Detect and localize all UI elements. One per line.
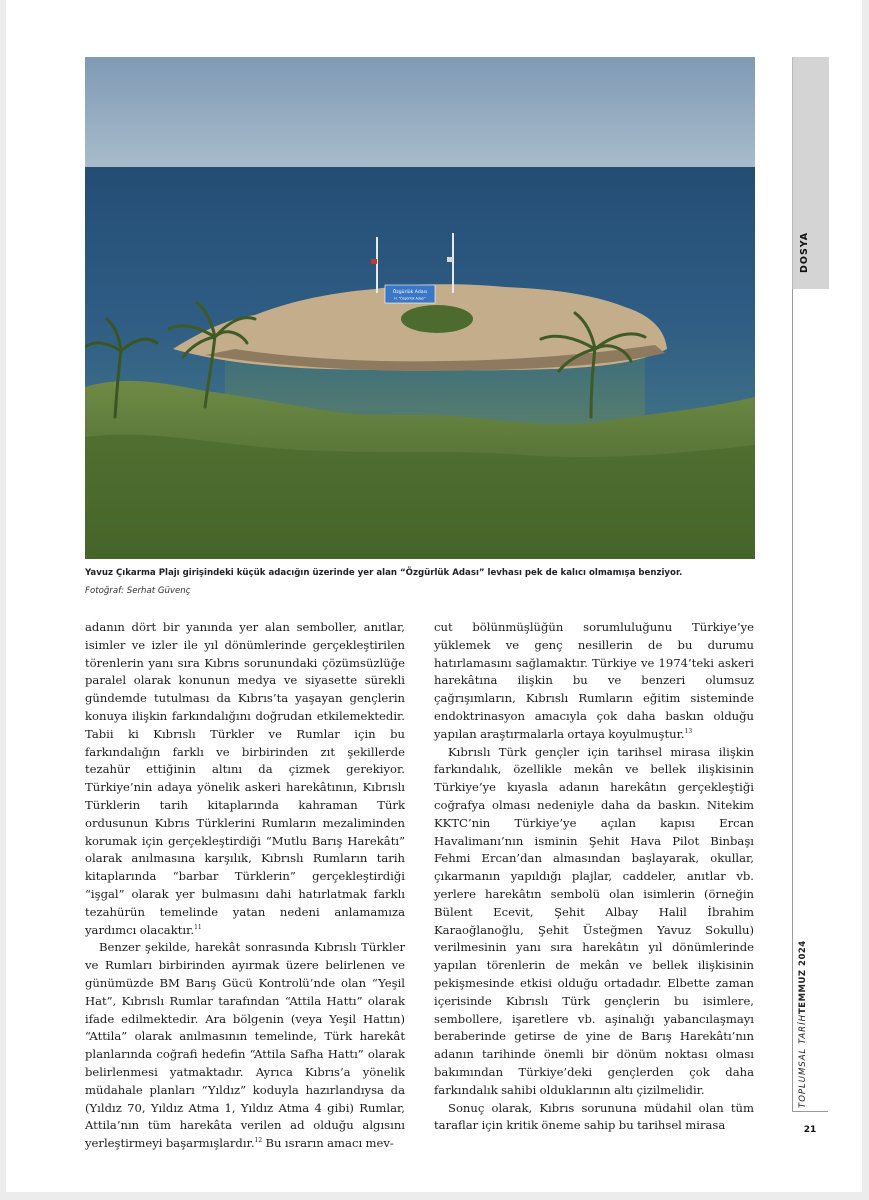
flag-right: [447, 257, 453, 262]
footnote-ref[interactable]: 13: [684, 727, 693, 735]
body-paragraph: Benzer şekilde, harekât sonrasında Kıbrıslı Türkler ve Rumları birbirinden ayırmak üzere belirlenen ve günümüzde BM Barış Gücü Kontrolü’nde olan “Yeşil Hat”, Kıbrıslı Rumlar tarafından “Attila Hattı” olarak ifade edilmektedir. Ara bölgenin (veya Yeşil Hattın) “Attila” olarak anılmasının temelinde, Türk harekât planlarında coğrafi hedefin “Attila Safha Hattı” olarak belirlenmesi yatmaktadır. Ayrıca Kıbrıs’a yönelik müdahale planları “Yıldız” koduyla hazırlandıysa da (Yıldız 70, Yıldız Atma 1, Yıldız Atma 4 gibi) Rumlar, Attila’nın tüm harekâta verilen ad olduğu algısını yerleştirmeyi başarmışlardır.$^{12}$ Bu ısrarın amacı mev-: [85, 940, 405, 1151]
body-paragraph: adanın dört bir yanında yer alan semboller, anıtlar, isimler ve izler ile yıl dönümlerinde gerçekleştirilen törenlerin yanı sıra Kıbrıs sorunundaki çözümsüzlüğe paralel olarak konunun medya ve siyasette sürekli gündemde tutulması da Kıbrıs’ta yaşayan gençlerin konuya ilişkin farkındalığını doğrudan etkilemektedir. Tabii ki Kıbrıslı Türkler ve Rumlar için bu farkındalığın farklı ve birbirinden zıt şekillerde tezahür ettiğinin altını da çizmek gerekiyor. Türkiye’nin adaya yönelik askeri harekâtının, Kıbrıslı Türklerin tarih kitaplarında kahraman Türk ordusunun Kıbrıs Türklerini Rumların mezaliminden korumak için gerçekleştirdiği “Mutlu Barış Harekâtı” olarak anılmasına karşılık, Kıbrıslı Rumların tarih kitaplarında “barbar Türklerin” gerçekleştirdiği “işgal” olarak yer bulmasını dahi hatırlatmak farklı tezahürün temelinde yatan nedeni anlamamıza yardımcı olacaktır.$^{11}$: [85, 620, 405, 937]
sign-subtitle: H. “Özgürlük Adası”: [394, 296, 426, 301]
page-number: 21: [803, 1125, 817, 1135]
body-paragraph: Sonuç olarak, Kıbrıs sorununa müdahil olan tüm taraflar için kritik öneme sahip bu tarihsel mirasa: [434, 1100, 754, 1133]
section-label: DOSYA: [799, 231, 810, 273]
sky: [85, 57, 755, 169]
footer-rule: [792, 1111, 828, 1112]
sidebar-rule: [792, 289, 793, 1112]
body-paragraph: Kıbrıslı Türk gençler için tarihsel mirasa ilişkin farkındalık, özellikle mekân ve bellek ilişkisinin Türkiye’ye kıyasla adanın harekâtın gerçekleştiği coğrafya olması nedeniyle daha da baskın. Nitekim KKTC’nin Türkiye’ye açılan kapısı Ercan Havalimanı’nın isminin Şehit Hava Pilot Binbaşı Fehmi Ercan’dan almasından başlayarak, okullar, çıkarmanın yapıldığı plajlar, caddeler, anıtlar vb. yerlere harekâtın sembolü olan isimlerin (örneğin Bülent Ecevit, Şehit Albay Halil İbrahim Karaoğlanoğlu, Şehit Üsteğmen Yavuz Sokullu) verilmesinin yanı sıra harekâtın yıl dönümlerinde yapılan törenlerin de mekân ve bellek ilişkisinin pekişmesinde etkisi olduğu ortadadır. Elbette zaman içerisinde Kıbrıslı Türk gençlerin bu isimlere, sembollere, işaretlere vb. aşinalığı yabancılaşmayı beraberinde getirse de yine de Barış Harekâtı’nın adanın tarihinde önemli bir dönüm noktası olması bakımından Türkiye’deki gençlerden çok daha farkındalık sahibi olduklarının altı çizilmelidir.: [434, 744, 754, 1097]
magazine-name: TOPLUMSAL TARİH: [798, 1014, 808, 1108]
photo-credit: Fotoğraf: Serhat Güvenç: [85, 586, 191, 596]
left-column: [85, 619, 405, 1153]
photo-caption: Yavuz Çıkarma Plajı girişindeki küçük adacığın üzerinde yer alan “Özgürlük Adası” levhası pek de kalıcı olmamışa benziyor.: [85, 568, 683, 578]
right-column: [434, 619, 754, 1135]
island-shrub: [401, 305, 473, 333]
magazine-footer: [798, 940, 822, 1108]
flag-left: [371, 259, 377, 264]
body-paragraph: cut bölünmüşlüğün sorumluluğunu Türkiye’ye yüklemek ve genç nesillerin de bu durumu hatırlamasını sağlamaktır. Türkiye ve 1974’teki askeri harekâtına ilişkin bu ve benzeri olumsuz çağrışımların, Kıbrıslı Rumların eğitim sisteminde endoktrinasyon amacıyla çok daha baskın olduğu yapılan araştırmalarla ortaya koyulmuştur.$^{13}$: [434, 620, 754, 741]
footnote-ref[interactable]: 12: [254, 1137, 263, 1145]
issue-date: TEMMUZ 2024: [798, 940, 808, 1015]
island-photo: [85, 57, 755, 559]
sign-title: Özgürlük Adası: [392, 290, 428, 295]
footnote-ref[interactable]: 11: [194, 923, 202, 931]
